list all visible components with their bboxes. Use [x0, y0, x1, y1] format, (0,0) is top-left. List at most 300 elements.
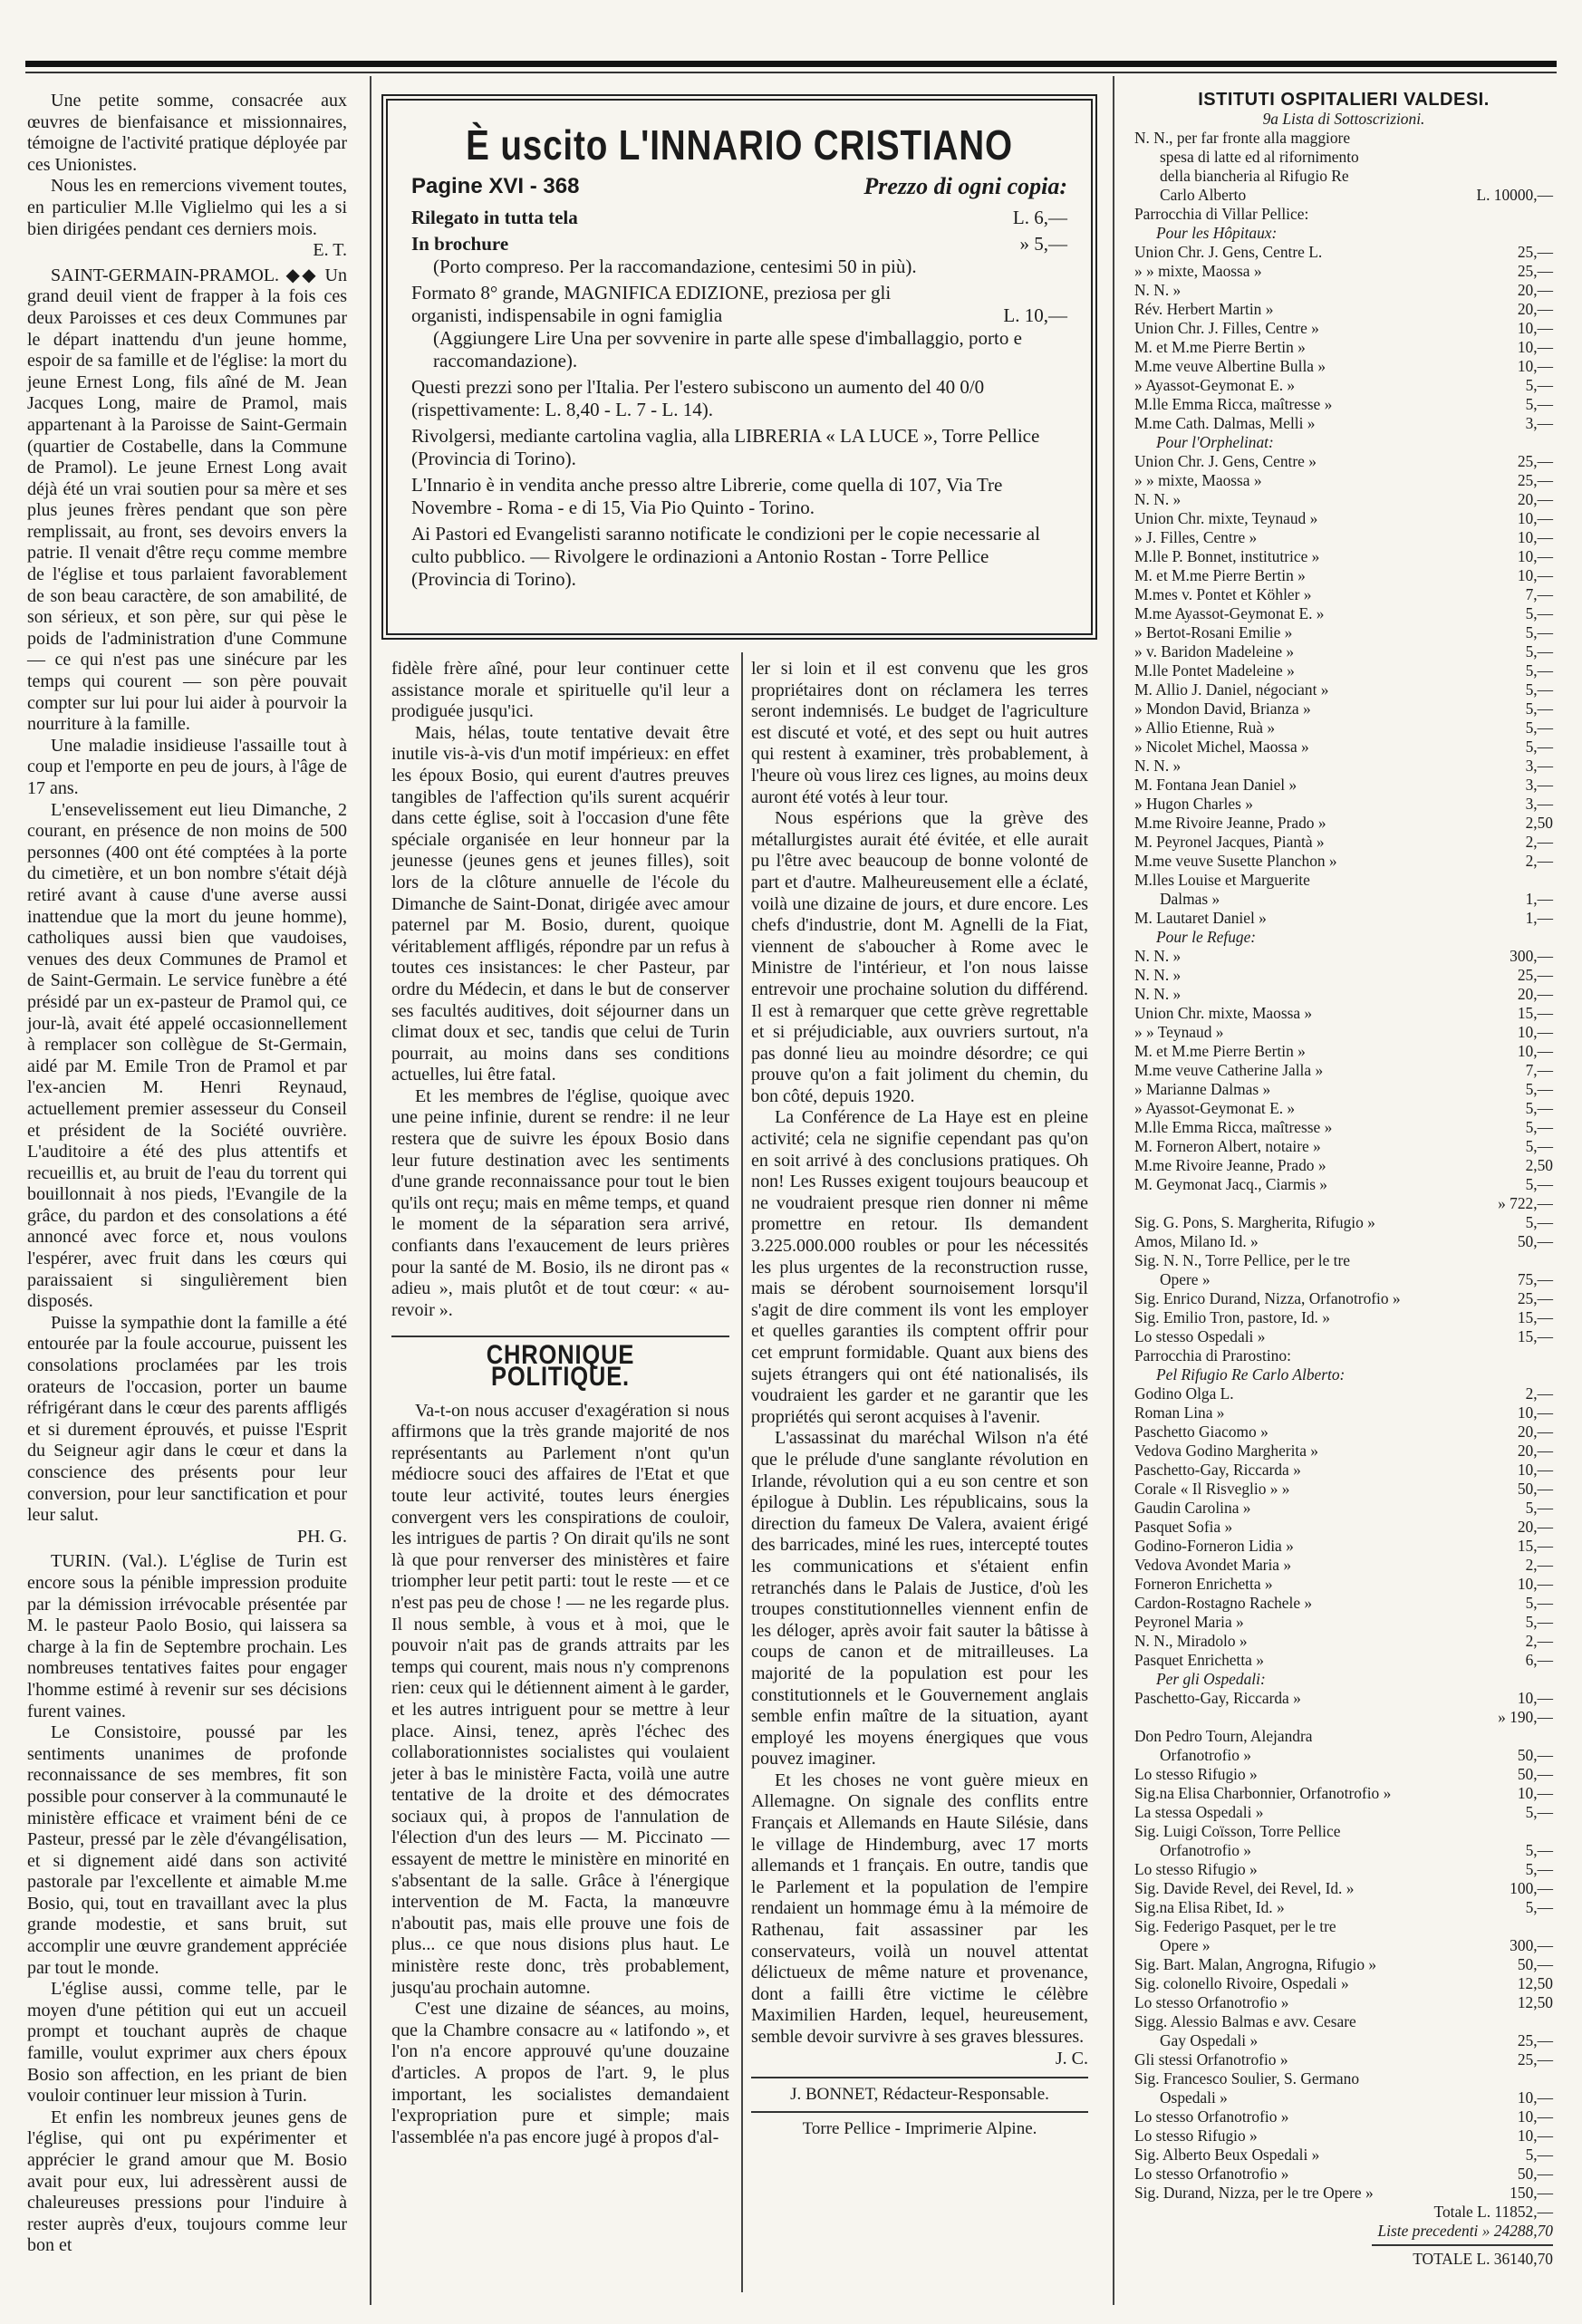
- list-item-name: Pour l'Orphelinat:: [1156, 433, 1274, 451]
- list-item-amount: 6,—: [1525, 1651, 1553, 1669]
- paragraph: Nous les en remercions vivement toutes, en particulier M.lle Viglielmo qui les a si bien dirigées pendant ces derniers mois.: [27, 176, 347, 239]
- list-item-amount: 15,—: [1517, 1308, 1553, 1326]
- list-item: [1134, 1518, 1553, 1537]
- list-item-name: Pasquet Enrichetta »: [1134, 1651, 1264, 1669]
- list-item: [1134, 852, 1553, 871]
- list-item-name: Sig. Luigi Coïsson, Torre Pellice: [1134, 1822, 1341, 1840]
- list-item: [1134, 528, 1553, 547]
- column-rule-2: [741, 652, 743, 2292]
- ad-note: (Aggiungere Lire Una per sovvenire in parte alle spese d'imballaggio, porto e raccomandazione).: [433, 327, 1022, 371]
- list-subtitle: 9a Lista di Sottoscrizioni.: [1262, 110, 1425, 128]
- list-item-amount: [1475, 928, 1553, 947]
- list-item-name: Cardon-Rostagno Rachele »: [1134, 1594, 1313, 1612]
- paragraph: Et enfin les nombreux jeunes gens de l'église, qui ont pu expérimenter et apprécier le grand amour que M. Bosio avait pour eux, lui adressèrent aussi de chaleureuses pressions pour l'induire à rester auprès d'eux, toujours comme leur bon et: [27, 2107, 347, 2256]
- list-item-name: Vedova Godino Margherita »: [1134, 1442, 1319, 1460]
- list-item: [1134, 1042, 1553, 1061]
- list-item-amount: 10,—: [1517, 357, 1553, 375]
- list-item: [1134, 1099, 1553, 1118]
- list-item-amount: 10,—: [1517, 1461, 1553, 1479]
- list-item-name: M.lle P. Bonnet, institutrice »: [1134, 547, 1320, 565]
- list-item: [1134, 1879, 1553, 1898]
- list-item: [1134, 1289, 1553, 1308]
- footer-divider: [751, 2077, 1088, 2078]
- list-item-name: M.me Cath. Dalmas, Melli »: [1134, 414, 1316, 432]
- list-item-name: N. N., Miradolo »: [1134, 1632, 1248, 1650]
- list-item-amount: 25,—: [1517, 2031, 1553, 2049]
- ad-price-row: Formato 8° grande, MAGNIFICA EDIZIONE, preziosa per gli organisti, indispensabile in ogni famiglia L. 10,—: [411, 282, 1067, 326]
- list-item-amount: 5,—: [1525, 699, 1553, 718]
- list-item-name: Pel Rifugio Re Carlo Alberto:: [1156, 1365, 1346, 1384]
- list-item-amount: 25,—: [1517, 2050, 1553, 2068]
- list-item: [1134, 1575, 1553, 1594]
- paragraph: Mais, hélas, toute tentative devait être inutile vis-à-vis d'un motif impérieux: en effet les époux Bosio, qui eurent d'autres preuves tangibles de l'affection qu'ils surent acquérir dans cette église, soit à l'occasion d'une fête spéciale organisée en leur honneur par la jeunesse (jeunes gens et jeunes filles), soit lors de la clôture annuelle de l'école du Dimanche de Saint-Donat, dirigée avec amour paternel par M. Bosio, durent, quoique véritablement affligés, répondre par un refus à toutes ces insistances: le cher Pasteur, par ordre du Médecin, et dans le but de conserver ses facultés auditives, doit séjourner dans un climat doux et sec, tandis que celui de Turin pourrait, au moins dans ses conditions actuelles, lui être fatal.: [391, 722, 729, 1085]
- list-item-amount: 5,—: [1525, 1118, 1553, 1136]
- list-item-name: Godino Olga L.: [1134, 1384, 1234, 1403]
- list-item: [1134, 1194, 1553, 1213]
- list-item: [1134, 1537, 1553, 1556]
- paragraph: L'assassinat du maréchal Wilson n'a été que le prélude d'une sanglante révolution en Irlande, révolution qui a eu son centre et son épilogue à Dublin. Les républicains, sous la direction du fameux De Valera, avaient érigé des barricades, miné les rues, intercepté toutes les communications et s'étaient enfin retranchés dans le Palais de Justice, d'où les troupes constitutionnelles viennent enfin de les déloger, après avoir fait sauter la bâtisse à coups de canon et de mitrailleuses. La majorité de la population est pour les constitutionnels et le Gouvernement anglais semble enfin maître de la situation, ayant employé les moyens énergiques que vous pouvez imaginer.: [751, 1428, 1088, 1770]
- list-item: [1134, 1955, 1553, 1974]
- ad-text: Rivolgersi, mediante cartolina vaglia, alla LIBRERIA « LA LUCE », Torre Pellice (Provincia di Torino).: [411, 425, 1040, 469]
- list-item: [1134, 2165, 1553, 2184]
- list-item: [1134, 1461, 1553, 1480]
- list-item-name: M. et M.me Pierre Bertin »: [1134, 566, 1306, 584]
- list-item-amount: 5,—: [1525, 623, 1553, 641]
- column-1: [27, 91, 347, 2257]
- ad-price-row: Rilegato in tutta tela L. 6,—: [411, 207, 1067, 228]
- paragraph: Va-t-on nous accuser d'exagération si nous affirmons que la très grande majorité de nos représentants au Parlement n'ont qu'un médiocre souci des affaires de l'Etat et que toute leur activité, toutes leurs énergies convergent vers les conspirations de couloir, les intrigues de partis ? On dirait qu'ils ne sont là que pour renverser des ministères et faire triompher leur petit parti: tout le reste — et ce n'est pas peu de chose ! — ne les regarde plus. Il nous semble, à vous et à moi, que le pouvoir n'ait pas de grands attraits par les temps qui courent, mais nous n'y comprenons rien: ceux qui le détiennent aiment à le garder, et les autres intriguent pour se mettre à leur place. Ainsi, tenez, après l'échec des collaborationnistes socialistes qui voulaient jeter à bas le ministère Facta, voilà une autre tentative de la droite et des démocrates sociaux qui, à propos de l'annulation de l'élection d'un des leurs — M. Piccinato — essayent de mettre le ministère en minorité en s'absentant de la salle. Grâce à l'énergique intervention de M. Facta, la manœuvre n'aboutit pas, mais elle prouve une fois de plus... ce que nous disions plus haut. Le ministère reste donc, très probablement, jusqu'au prochain automne.: [391, 1400, 729, 1998]
- list-item: [1134, 1689, 1553, 1708]
- list-item-name: Dalmas »: [1160, 890, 1220, 908]
- list-item-amount: 5,—: [1525, 1137, 1553, 1155]
- list-item-amount: 50,—: [1517, 1765, 1553, 1783]
- list-item-amount: 1,—: [1525, 909, 1553, 927]
- list-item: [1134, 1442, 1553, 1461]
- list-item: [1134, 1765, 1553, 1784]
- list-item-name: » » mixte, Maossa »: [1134, 262, 1262, 280]
- list-item-name: Ospedali »: [1160, 2088, 1228, 2107]
- list-item-name: Union Chr. mixte, Teynaud »: [1134, 509, 1318, 527]
- list-item-name: Sig. Francesco Soulier, S. Germano: [1134, 2069, 1360, 2088]
- list-item: [1134, 2088, 1553, 2107]
- list-item-name: M. Peyronel Jacques, Piantà »: [1134, 833, 1325, 851]
- list-item-name: » Bertot-Rosani Emilie »: [1134, 623, 1293, 641]
- list-item-amount: 5,—: [1525, 1803, 1553, 1821]
- list-item-name: Sigg. Alessio Balmas e avv. Cesare: [1134, 2012, 1356, 2030]
- paragraph: La Conférence de La Haye est en pleine activité; cela ne signifie cependant pas qu'on en soit arrivé à des conclusions pratiques. Oh non! Les Russes exigent toujours beaucoup et ne voudraient presque rien donner ni même promettre en retour. Ils demandent 3.225.000.000 roubles or pour les nécessités les plus urgentes de la reconstruction russe, mais se dérobent sournoisement lorsqu'il s'agit de dire comment ils vont les employer et quelles garanties ils comptent offrir pour cet emprunt formidable. Quant aux biens des sujets étrangers qui ont été nationalisés, ils voudraient les garder et ne garantir que les propriétés qui seront acquises à l'avenir.: [751, 1107, 1088, 1427]
- list-item: [1134, 471, 1553, 490]
- list-item: [1134, 928, 1553, 947]
- list-item-amount: 5,—: [1525, 680, 1553, 699]
- list-item: [1134, 1841, 1553, 1860]
- list-item-name: N. N. »: [1134, 985, 1182, 1003]
- list-item-name: Paschetto-Gay, Riccarda »: [1134, 1461, 1301, 1479]
- list-item-amount: 10,—: [1517, 319, 1553, 337]
- list-item-amount: [1475, 1346, 1553, 1365]
- list-item: [1134, 1080, 1553, 1099]
- ad-price-label: Prezzo di ogni copia:: [863, 173, 1067, 199]
- list-item-name: » J. Filles, Centre »: [1134, 528, 1258, 546]
- list-item-name: Rév. Herbert Martin »: [1134, 300, 1274, 318]
- list-item-name: » » mixte, Maossa »: [1134, 471, 1262, 489]
- paragraph: L'ensevelissement eut lieu Dimanche, 2 courant, en présence de non moins de 500 personnes (400 ont été comptées à la porte du cimetière, et un bon nombre s'était déjà retiré avant à cause d'une averse aussi inattendue que la mort du jeune homme), catholiques aussi bien que vaudoises, venues des deux Communes de Pramol et de Saint-Germain. Le service funèbre a été présidé par un ex-pasteur de Pramol qui, ce jour-là, avait été appelé occasionnellement à remplacer son collègue de St-Germain, aidé par M. Emile Tron de Pramol et par l'ex-ancien M. Henri Reynaud, actuellement premier assesseur du Conseil et président de la Société ouvrière. L'auditoire a été des plus attentifs et recueillis et, au bruit de l'eau du torrent qui bouillonnait à nos pieds, l'Evangile de la grâce, du pardon et des consolations a été annoncé avec force et, nous voulons l'espérer, avec fruit dans les cœurs qui paraissaient si singulièrement bien disposés.: [27, 799, 347, 1312]
- list-item-amount: 25,—: [1517, 1289, 1553, 1307]
- list-item-amount: 20,—: [1517, 1518, 1553, 1536]
- list-item-amount: [1475, 871, 1553, 890]
- list-item-name: N. N. »: [1134, 757, 1182, 775]
- list-item: [1134, 243, 1553, 262]
- list-item: [1134, 1613, 1553, 1632]
- list-item-amount: [1475, 148, 1553, 167]
- list-item-amount: 10,—: [1517, 338, 1553, 356]
- list-item-name: » Ayassot-Geymonat E. »: [1134, 376, 1296, 394]
- paragraph: L'église aussi, comme telle, par le moyen d'une pétition qui eut un accueil prompt et touchant auprès de chaque famille, voulut exprimer aux chers époux Bosio son affection, en les priant de bien vouloir continuer leur mission à Turin.: [27, 1979, 347, 2107]
- list-item: [1134, 186, 1553, 205]
- list-item-name: Opere »: [1160, 1270, 1211, 1288]
- list-item-name: » Marianne Dalmas »: [1134, 1080, 1271, 1098]
- list-item-amount: 5,—: [1525, 395, 1553, 413]
- list-item: [1134, 1727, 1553, 1746]
- innario-advertisement: [381, 94, 1097, 640]
- list-item-amount: 15,—: [1517, 1004, 1553, 1022]
- total-rule: [1372, 2244, 1553, 2246]
- list-item-amount: 10,—: [1517, 528, 1553, 546]
- list-item-name: M. Geymonat Jacq., Ciarmis »: [1134, 1175, 1328, 1193]
- list-item-name: Pour le Refuge:: [1156, 928, 1257, 946]
- list-item: [1134, 167, 1553, 186]
- list-item-amount: 2,—: [1525, 1556, 1553, 1574]
- column-rule-1: [370, 76, 371, 2305]
- list-item-amount: 50,—: [1517, 1480, 1553, 1498]
- list-item-name: Parrocchia di Prarostino:: [1134, 1346, 1291, 1365]
- list-item: [1134, 1403, 1553, 1422]
- list-item-name: Amos, Milano Id. »: [1134, 1232, 1259, 1250]
- list-item-name: M.lle Emma Ricca, maîtresse »: [1134, 1118, 1333, 1136]
- list-item-name: Sig. Bart. Malan, Angrogna, Rifugio »: [1134, 1955, 1377, 1973]
- list-item: [1134, 1384, 1553, 1403]
- paragraph: Le Consistoire, poussé par les sentiments unanimes de profonde reconnaissance de ses membres, fit son possible pour conserver à la communauté le ministère efficace et vraiment béni de ce Pasteur, pressé par le zèle d'évangélisation, et si dignement aidé dans son activité pastorale par l'excellente et aimable M.me Bosio, qui, tout en travaillant avec la plus grande modestie, et sans bruit, sut accomplir une œuvre grandement appréciée par tout le monde.: [27, 1722, 347, 1978]
- list-item-name: Roman Lina »: [1134, 1403, 1225, 1422]
- paragraph: Et les choses ne vont guère mieux en Allemagne. On signale des conflits entre Français et Allemands en Haute Silésie, dans le village de Hindemburg, avec 17 morts allemands et 1 français. En outre, tandis que le Parlement et la population de l'empire rendaient un hommage ému à la mémoire de Rathenau, fait assassiner par les conservateurs, voilà un nouvel attentat délictueux de même nature et provenance, dont a failli être victime le célèbre Maximilien Harden, lequel, heureusement, semble devoir survivre à ses graves blessures.: [751, 1770, 1088, 2047]
- list-item-amount: 20,—: [1517, 1422, 1553, 1441]
- list-item: [1134, 1936, 1553, 1955]
- list-item: [1134, 1327, 1553, 1346]
- list-item-name: » Ayassot-Geymonat E. »: [1134, 1099, 1296, 1117]
- list-item-name: Sig. colonello Rivoire, Ospedali »: [1134, 1974, 1349, 1992]
- list-item: [1134, 1708, 1553, 1727]
- list-item-name: Lo stesso Orfanotrofio »: [1134, 1993, 1289, 2011]
- list-item-name: M. et M.me Pierre Bertin »: [1134, 1042, 1306, 1060]
- list-item-name: Sig. G. Pons, S. Margherita, Rifugio »: [1134, 1213, 1375, 1231]
- list-item-amount: [1475, 1251, 1553, 1270]
- list-item-name: N. N. »: [1134, 281, 1182, 299]
- ad-title: È uscito L'INNARIO CRISTIANO: [466, 121, 1013, 169]
- list-item-amount: 5,—: [1525, 661, 1553, 680]
- list-item-amount: [1475, 167, 1553, 186]
- list-item: [1134, 1784, 1553, 1803]
- list-item-name: Lo stesso Orfanotrofio »: [1134, 2165, 1289, 2183]
- list-item: [1134, 357, 1553, 376]
- list-item-amount: 10,—: [1517, 2126, 1553, 2145]
- list-item-name: M. Forneron Albert, notaire »: [1134, 1137, 1321, 1155]
- list-item: [1134, 985, 1553, 1004]
- list-item: [1134, 1422, 1553, 1442]
- list-item: [1134, 2069, 1553, 2088]
- list-item-amount: 5,—: [1525, 604, 1553, 622]
- list-item: [1134, 699, 1553, 718]
- list-item-name: Don Pedro Tourn, Alejandra: [1134, 1727, 1313, 1745]
- list-item: [1134, 604, 1553, 623]
- list-item-name: Pour les Hôpitaux:: [1156, 224, 1278, 242]
- signature: PH. G.: [296, 1526, 347, 1547]
- list-item-name: M.me Rivoire Jeanne, Prado »: [1134, 814, 1326, 832]
- list-item-amount: 2,—: [1525, 1384, 1553, 1403]
- list-item-amount: 5,—: [1525, 1594, 1553, 1612]
- list-item-name: Sig. N. N., Torre Pellice, per le tre: [1134, 1251, 1350, 1269]
- grand-total: TOTALE L. 36140,70: [1413, 2250, 1553, 2268]
- list-item-name: Sig. Durand, Nizza, per le tre Opere »: [1134, 2184, 1374, 2202]
- list-item-amount: 7,—: [1525, 585, 1553, 603]
- ad-text: Questi prezzi sono per l'Italia. Per l'estero subiscono un aumento del 40 0/0 (rispettivamente: L. 8,40 - L. 7 - L. 14).: [411, 376, 985, 420]
- column-3: [751, 659, 1088, 2139]
- list-item-amount: 50,—: [1517, 1955, 1553, 1973]
- list-item-name: M.lles Louise et Marguerite: [1134, 871, 1310, 889]
- footer-printer: Torre Pellice - Imprimerie Alpine.: [802, 2118, 1037, 2138]
- list-item-amount: 300,—: [1510, 947, 1553, 965]
- list-item: [1134, 300, 1553, 319]
- list-item-name: Corale « Il Risveglio » »: [1134, 1480, 1290, 1498]
- previous-lists: Liste precedenti » 24288,70: [1377, 2222, 1553, 2240]
- list-item-amount: 5,—: [1525, 376, 1553, 394]
- list-item: [1134, 585, 1553, 604]
- list-item: [1134, 2146, 1553, 2165]
- list-item-name: Vedova Avondet Maria »: [1134, 1556, 1292, 1574]
- list-item: [1134, 566, 1553, 585]
- list-item-name: Lo stesso Rifugio »: [1134, 1860, 1258, 1878]
- list-item-amount: 5,—: [1525, 1860, 1553, 1878]
- list-item: [1134, 1499, 1553, 1518]
- list-item-amount: 3,—: [1525, 414, 1553, 432]
- list-item-amount: 2,50: [1525, 1156, 1553, 1174]
- paragraph: ler si loin et il est convenu que les gros propriétaires dont on réclamera les terres seront indemnisés. Le budget de l'agriculture est discuté et voté, et des sept ou huit autres qui restent à examiner, très probablement, à l'heure où vous lirez ces lignes, au moins deux auront été votés à leur tour.: [751, 659, 1088, 807]
- ad-text: L'Innario è in vendita anche presso altre Librerie, come quella di 107, Via Tre Novembre - Roma - e di 15, Via Pio Quinto - Torino.: [411, 474, 1003, 518]
- list-item: [1134, 1822, 1553, 1841]
- list-item-amount: 5,—: [1525, 1898, 1553, 1916]
- list-item-name: Union Chr. J. Gens, Centre L.: [1134, 243, 1323, 261]
- list-item-name: Paschetto-Gay, Riccarda »: [1134, 1689, 1301, 1707]
- list-item-name: Sig. Enrico Durand, Nizza, Orfanotrofio »: [1134, 1289, 1401, 1307]
- list-item-amount: 10,—: [1517, 547, 1553, 565]
- masthead-rule-thin: [25, 72, 1557, 73]
- list-item-name: M.me veuve Susette Planchon »: [1134, 852, 1337, 870]
- list-item: [1134, 738, 1553, 757]
- total: Totale L. 11852,—: [1433, 2203, 1553, 2221]
- list-item: [1134, 1365, 1553, 1384]
- list-item-amount: 50,—: [1517, 2165, 1553, 2183]
- list-item-amount: 3,—: [1525, 757, 1553, 775]
- list-item: [1134, 2012, 1553, 2031]
- list-item-amount: 2,—: [1525, 833, 1553, 851]
- list-item-name: Pasquet Sofia »: [1134, 1518, 1233, 1536]
- list-item: [1134, 1993, 1553, 2012]
- ad-price-row: In brochure » 5,—: [411, 233, 1067, 255]
- list-item-name: » Hugon Charles »: [1134, 795, 1253, 813]
- list-item-amount: 10,—: [1517, 1023, 1553, 1041]
- list-item-name: Sig. Emilio Tron, pastore, Id. »: [1134, 1308, 1330, 1326]
- section-title: CHRONIQUE POLITIQUE.: [486, 1340, 635, 1392]
- list-item: [1134, 1803, 1553, 1822]
- list-item-amount: 10,—: [1517, 1784, 1553, 1802]
- list-item: [1134, 1213, 1553, 1232]
- list-item-name: Sig.na Elisa Ribet, Id. »: [1134, 1898, 1285, 1916]
- list-item-name: Gli stessi Orfanotrofio »: [1134, 2050, 1288, 2068]
- list-item-name: » Nicolet Michel, Maossa »: [1134, 738, 1309, 756]
- list-item: [1134, 776, 1553, 795]
- list-item-amount: 50,—: [1517, 1232, 1553, 1250]
- paragraph: Une maladie insidieuse l'assaille tout à coup et l'emporte en peu de jours, à l'âge de 17 ans.: [27, 735, 347, 798]
- list-item: [1134, 795, 1553, 814]
- column-4-subscriptions: [1134, 91, 1553, 2269]
- list-item: [1134, 129, 1553, 148]
- list-item: [1134, 1308, 1553, 1327]
- list-item: [1134, 1746, 1553, 1765]
- list-item-name: N. N. »: [1134, 490, 1182, 508]
- list-item: [1134, 890, 1553, 909]
- list-item-amount: 5,—: [1525, 2146, 1553, 2164]
- list-item-name: Lo stesso Ospedali »: [1134, 1327, 1266, 1345]
- list-item-amount: 20,—: [1517, 1442, 1553, 1460]
- list-item-name: Lo stesso Orfanotrofio »: [1134, 2107, 1289, 2126]
- list-item-name: N. N. »: [1134, 947, 1182, 965]
- list-item: [1134, 490, 1553, 509]
- list-item-name: Lo stesso Rifugio »: [1134, 2126, 1258, 2145]
- list-item-amount: L. 10000,—: [1476, 186, 1553, 204]
- list-item: [1134, 1556, 1553, 1575]
- list-item: [1134, 281, 1553, 300]
- list-item-amount: 20,—: [1517, 985, 1553, 1003]
- list-item-name: Per gli Ospedali:: [1156, 1670, 1266, 1688]
- list-item-amount: 2,—: [1525, 852, 1553, 870]
- list-item-name: » v. Baridon Madeleine »: [1134, 642, 1295, 661]
- list-item-name: Sig. Alberto Beux Ospedali »: [1134, 2146, 1320, 2164]
- list-item-name: Gay Ospedali »: [1160, 2031, 1259, 2049]
- list-item-amount: [1475, 1917, 1553, 1936]
- list-item: [1134, 452, 1553, 471]
- list-item: [1134, 833, 1553, 852]
- column-2: [391, 659, 729, 2148]
- list-item-amount: [1475, 1727, 1553, 1746]
- list-item: [1134, 319, 1553, 338]
- list-item-amount: 5,—: [1525, 1841, 1553, 1859]
- list-item-name: Carlo Alberto: [1160, 186, 1247, 204]
- list-item: [1134, 1118, 1553, 1137]
- list-item: [1134, 509, 1553, 528]
- section-divider: [391, 1336, 729, 1337]
- list-item: [1134, 148, 1553, 167]
- subscription-list: [1134, 129, 1553, 2203]
- list-item: [1134, 1632, 1553, 1651]
- list-item: [1134, 2050, 1553, 2069]
- list-item: [1134, 966, 1553, 985]
- list-item-amount: [1475, 1670, 1553, 1689]
- list-item-name: Orfanotrofio »: [1160, 1746, 1251, 1764]
- list-item-amount: 5,—: [1525, 1499, 1553, 1517]
- list-item: [1134, 1480, 1553, 1499]
- list-item-amount: 10,—: [1517, 566, 1553, 584]
- list-item-amount: 25,—: [1517, 452, 1553, 470]
- list-item-amount: 12,50: [1517, 1974, 1553, 1992]
- list-item: [1134, 2031, 1553, 2050]
- list-item-amount: 5,—: [1525, 1099, 1553, 1117]
- list-item: [1134, 661, 1553, 680]
- list-item-amount: [1475, 2069, 1553, 2088]
- list-item-name: Union Chr. J. Filles, Centre »: [1134, 319, 1319, 337]
- list-item-name: della biancheria al Rifugio Re: [1160, 167, 1349, 185]
- ad-note: (Porto compreso. Per la raccomandazione, centesimi 50 in più).: [433, 256, 917, 277]
- paragraph: Puisse la sympathie dont la famille a été entourée par la foule accourue, puissent les consolations proclamées par les trois orateurs de l'occasion, porter un baume réfrigérant dans le cœur des parents affligés et si durement éprouvés, et puisse l'Esprit du Seigneur agir dans le cœur et dans la conscience des présents pour leur conversion, pour leur sanctification et pour leur salut.: [27, 1312, 347, 1526]
- list-item: [1134, 2126, 1553, 2146]
- list-item-name: M.lle Emma Ricca, maîtresse »: [1134, 395, 1333, 413]
- list-item: [1134, 623, 1553, 642]
- list-item-name: » 722,—: [1498, 1194, 1553, 1212]
- list-item-amount: 100,—: [1510, 1879, 1553, 1897]
- list-item-amount: 15,—: [1517, 1327, 1553, 1345]
- list-item: [1134, 376, 1553, 395]
- list-item-name: Forneron Enrichetta »: [1134, 1575, 1273, 1593]
- list-item-amount: 25,—: [1517, 966, 1553, 984]
- list-item-name: Peyronel Maria »: [1134, 1613, 1244, 1631]
- list-item-amount: 5,—: [1525, 1175, 1553, 1193]
- list-item-amount: [1475, 1822, 1553, 1841]
- list-item: [1134, 1061, 1553, 1080]
- list-item: [1134, 1156, 1553, 1175]
- paragraph: SAINT-GERMAIN-PRAMOL. ◆◆ Un grand deuil vient de frapper à la fois ces deux Paroisses et ces deux Communes par le départ inattendu d'un jeune homme, espoir de sa famille et de l'église: la mort du jeune Ernest Long, fils aîné de M. Jean Jacques Long, maire de Pramol, mais appartenant à la Paroisse de Saint-Germain (quartier de Costabelle, dans la Commune de Pramol). Le jeune Ernest Long avait déjà été un vrai soutien pour sa mère et ses plus jeunes frères pendant que son père remplissait, au front, ses devoirs envers la patrie. Il venait d'être reçu comme membre de l'église et tous parlaient favorablement de son beau caractère, de son amabilité, de son sérieux, et son père, sur qui pèse le poids de l'administration d'une Commune — ce qui n'est pas une sinécure par les temps qui courent — son père pouvait compter sur lui pour lui aider à pourvoir la nourriture à la famille.: [27, 265, 347, 735]
- ad-pages: Pagine XVI - 368: [411, 174, 580, 198]
- list-item-amount: 10,—: [1517, 1689, 1553, 1707]
- list-item-amount: 5,—: [1525, 1613, 1553, 1631]
- list-item-amount: 5,—: [1525, 642, 1553, 661]
- list-item-name: Union Chr. J. Gens, Centre »: [1134, 452, 1317, 470]
- list-item-amount: 10,—: [1517, 1042, 1553, 1060]
- footer-divider: [751, 2111, 1088, 2113]
- signature: E. T.: [313, 240, 347, 261]
- list-item-amount: 15,—: [1517, 1537, 1553, 1555]
- list-item-amount: 150,—: [1510, 2184, 1553, 2202]
- list-item-amount: 3,—: [1525, 776, 1553, 794]
- list-item-amount: 50,—: [1517, 1746, 1553, 1764]
- list-item: [1134, 1270, 1553, 1289]
- list-item-name: M.me veuve Catherine Jalla »: [1134, 1061, 1324, 1079]
- list-item-amount: 10,—: [1517, 1403, 1553, 1422]
- list-item-amount: [1475, 1365, 1553, 1384]
- list-item-name: M. Fontana Jean Daniel »: [1134, 776, 1297, 794]
- list-item-amount: 10,—: [1517, 1575, 1553, 1593]
- paragraph: Une petite somme, consacrée aux œuvres de bienfaisance et missionnaires, témoigne de l'activité pratique déployée par ces Unionistes.: [27, 91, 347, 175]
- list-item: [1134, 2184, 1553, 2203]
- list-item-name: M. Allio J. Daniel, négociant »: [1134, 680, 1329, 699]
- list-item: [1134, 1860, 1553, 1879]
- list-item-amount: 300,—: [1510, 1936, 1553, 1954]
- list-item: [1134, 395, 1553, 414]
- list-item: [1134, 262, 1553, 281]
- list-item-amount: [1475, 129, 1553, 148]
- list-item-amount: 1,—: [1525, 890, 1553, 908]
- list-item: [1134, 871, 1553, 890]
- list-item-name: » Allio Etienne, Ruà »: [1134, 718, 1276, 737]
- list-item-amount: 5,—: [1525, 718, 1553, 737]
- list-item-amount: 20,—: [1517, 300, 1553, 318]
- list-item-name: Lo stesso Rifugio »: [1134, 1765, 1258, 1783]
